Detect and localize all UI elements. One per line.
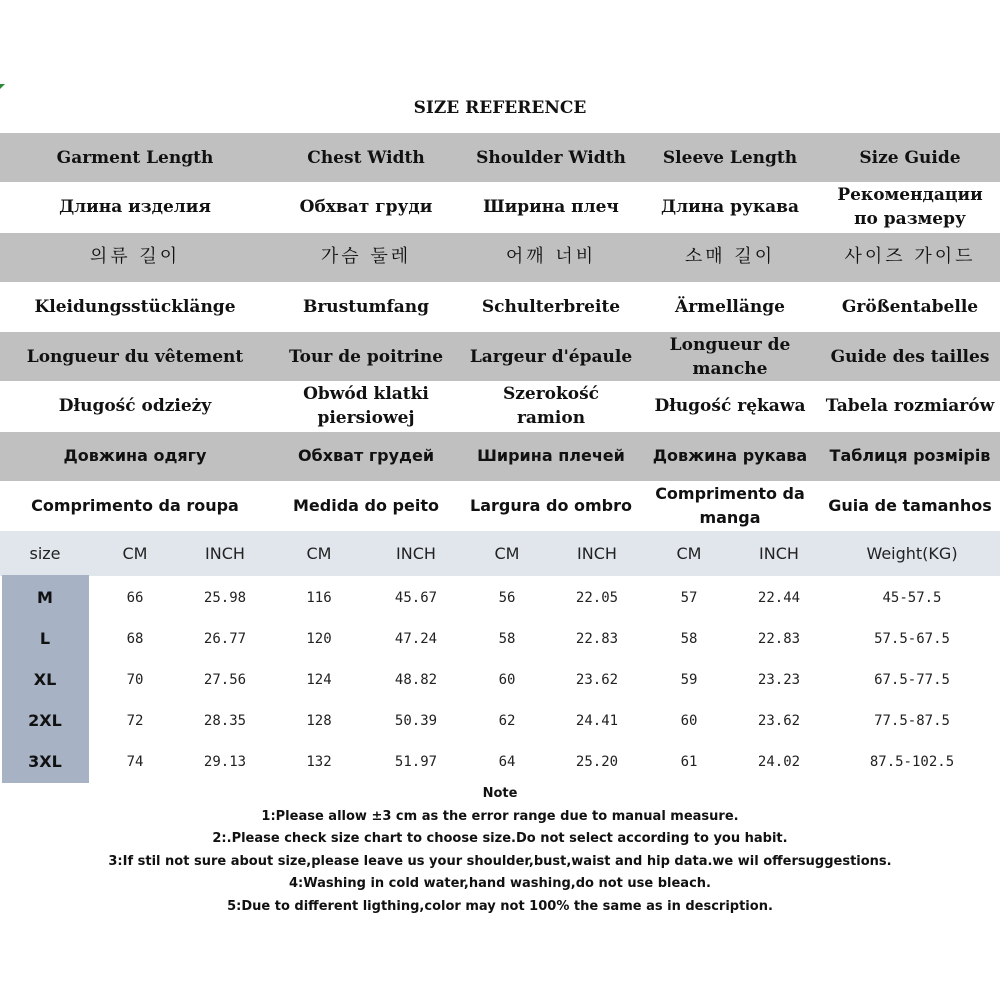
- table-cell: 22.05: [575, 589, 619, 606]
- table-header-cell: CM: [676, 544, 702, 563]
- table-cell: 22.83: [757, 630, 801, 647]
- table-row: [0, 741, 1000, 782]
- label-sleeve-length-fr: Longueur de manche: [669, 334, 791, 379]
- label-garment-length-de: Kleidungsstücklänge: [34, 296, 236, 317]
- label-sleeve-length-ru: Длина рукава: [661, 197, 799, 218]
- table-cell: 67.5-77.5: [874, 671, 950, 688]
- table-cell: 64: [498, 753, 516, 770]
- label-shoulder-width-pl: Szerokość ramion: [502, 384, 600, 429]
- label-chest-width-en: Chest Width: [307, 147, 425, 168]
- table-cell: 57: [680, 589, 698, 606]
- label-size-guide-pl: Tabela rozmiarów: [825, 396, 995, 417]
- label-row-pt: [0, 481, 1000, 530]
- note-line: 2:.Please check size chart to choose size.Do not select according to you habit.: [212, 831, 788, 846]
- table-cell: 22.44: [757, 589, 801, 606]
- label-garment-length-pt: Comprimento da roupa: [31, 495, 239, 515]
- label-garment-length-pl: Długość odzieży: [58, 396, 212, 417]
- label-chest-width-pt: Medida do peito: [293, 495, 439, 515]
- table-cell: 132: [306, 753, 332, 770]
- table-cell: 25.20: [575, 753, 619, 770]
- label-chest-width-fr: Tour de poitrine: [288, 346, 444, 367]
- table-cell: 60: [498, 671, 516, 688]
- table-cell: 24.02: [757, 753, 801, 770]
- table-cell: 62: [498, 712, 516, 729]
- label-row-ru: [0, 183, 1000, 232]
- label-row-ko: [0, 233, 1000, 282]
- label-shoulder-width-ko: 어깨 너비: [505, 246, 597, 267]
- label-shoulder-width-ru: Ширина плеч: [483, 197, 619, 218]
- table-cell: 28.35: [203, 712, 247, 729]
- label-shoulder-width-fr: Largeur d'épaule: [469, 346, 633, 367]
- label-shoulder-width-uk: Ширина плечей: [477, 446, 625, 465]
- label-chest-width-de: Brustumfang: [302, 296, 430, 317]
- table-cell: 124: [306, 671, 332, 688]
- table-row: [0, 659, 1000, 700]
- size-label: 2XL: [28, 711, 62, 730]
- label-garment-length-en: Garment Length: [56, 147, 214, 168]
- label-shoulder-width-de: Schulterbreite: [481, 296, 621, 317]
- table-cell: 26.77: [203, 630, 247, 647]
- table-cell: 74: [126, 753, 144, 770]
- table-cell: 58: [498, 630, 516, 647]
- label-row-pl: [0, 382, 1000, 431]
- table-cell: 45.67: [394, 589, 438, 606]
- table-cell: 29.13: [203, 753, 247, 770]
- size-label: XL: [33, 670, 57, 689]
- table-header-cell: CM: [306, 544, 332, 563]
- table-cell: 56: [498, 589, 516, 606]
- table-header-cell: size: [29, 544, 61, 563]
- label-chest-width-ko: 가슴 둘레: [320, 246, 412, 267]
- table-header-cell: INCH: [759, 544, 799, 563]
- label-sleeve-length-uk: Довжина рукава: [652, 446, 808, 465]
- table-cell: 48.82: [394, 671, 438, 688]
- table-cell: 77.5-87.5: [874, 712, 950, 729]
- table-cell: 47.24: [394, 630, 438, 647]
- table-cell: 116: [306, 589, 332, 606]
- note-line: 1:Please allow ±3 cm as the error range due to manual measure.: [261, 808, 739, 824]
- label-size-guide-ru: Рекомендации по размеру: [837, 185, 983, 230]
- label-size-guide-de: Größentabelle: [841, 296, 979, 317]
- label-size-guide-fr: Guide des tailles: [830, 346, 990, 367]
- size-label: M: [37, 588, 53, 607]
- table-cell: 61: [680, 753, 698, 770]
- note-line: 3:If stil not sure about size,please leave us your shoulder,bust,waist and hip data.we wil offersuggestions.: [108, 853, 892, 869]
- notes-section: [0, 783, 1000, 918]
- label-garment-length-ko: 의류 길이: [89, 246, 181, 267]
- label-chest-width-uk: Обхват грудей: [297, 446, 435, 465]
- table-cell: 58: [680, 630, 698, 647]
- table-cell: 51.97: [394, 753, 438, 770]
- label-chest-width-pl: Obwód klatki piersiowej: [303, 384, 429, 429]
- table-cell: 68: [126, 630, 144, 647]
- label-size-guide-uk: Таблиця розмірів: [829, 446, 991, 465]
- note-line: 4:Washing in cold water,hand washing,do not use bleach.: [289, 876, 711, 891]
- label-sleeve-length-en: Sleeve Length: [662, 147, 798, 168]
- label-size-guide-pt: Guia de tamanhos: [828, 495, 992, 515]
- label-sleeve-length-pt: Comprimento da manga: [655, 483, 805, 527]
- table-cell: 22.83: [575, 630, 619, 647]
- table-cell: 120: [306, 630, 332, 647]
- table-cell: 87.5-102.5: [869, 753, 955, 770]
- table-cell: 24.41: [575, 712, 619, 729]
- table-header-cell: INCH: [205, 544, 245, 563]
- table-cell: 45-57.5: [882, 589, 942, 606]
- table-header-cell: Weight(KG): [866, 544, 958, 563]
- label-sleeve-length-de: Ärmellänge: [675, 296, 785, 317]
- label-shoulder-width-pt: Largura do ombro: [470, 495, 632, 515]
- label-row-en: [0, 133, 1000, 182]
- label-sleeve-length-ko: 소매 길이: [684, 246, 776, 267]
- size-label: 3XL: [28, 752, 62, 771]
- table-cell: 128: [306, 712, 332, 729]
- table-cell: 23.62: [757, 712, 801, 729]
- chart-title: SIZE REFERENCE: [413, 98, 587, 118]
- table-row: [0, 577, 1000, 618]
- table-cell: 70: [126, 671, 144, 688]
- table-row: [0, 700, 1000, 741]
- label-garment-length-ru: Длина изделия: [59, 197, 211, 218]
- table-row: [0, 618, 1000, 659]
- label-garment-length-uk: Довжина одягу: [63, 446, 207, 465]
- label-row-de: [0, 282, 1000, 331]
- table-cell: 23.23: [757, 671, 801, 688]
- table-header-cell: CM: [122, 544, 148, 563]
- table-cell: 23.62: [575, 671, 619, 688]
- table-cell: 25.98: [203, 589, 247, 606]
- table-header-cell: INCH: [396, 544, 436, 563]
- table-cell: 57.5-67.5: [874, 630, 950, 647]
- table-cell: 50.39: [394, 712, 438, 729]
- notes-heading: Note: [482, 786, 518, 801]
- table-cell: 59: [680, 671, 698, 688]
- table-cell: 27.56: [203, 671, 247, 688]
- note-line: 5:Due to different ligthing,color may not 100% the same as in description.: [227, 898, 773, 914]
- label-row-fr: [0, 332, 1000, 381]
- label-size-guide-en: Size Guide: [859, 147, 961, 168]
- label-row-uk: [0, 432, 1000, 481]
- label-shoulder-width-en: Shoulder Width: [476, 147, 626, 168]
- size-label: L: [39, 629, 51, 648]
- label-sleeve-length-pl: Długość rękawa: [654, 396, 806, 417]
- table-header-row: [0, 531, 1000, 576]
- table-cell: 66: [126, 589, 144, 606]
- size-reference-chart: [0, 83, 1000, 915]
- table-header-cell: CM: [494, 544, 520, 563]
- table-cell: 72: [126, 712, 144, 729]
- label-chest-width-ru: Обхват груди: [299, 197, 433, 218]
- label-size-guide-ko: 사이즈 가이드: [844, 246, 976, 267]
- table-header-cell: INCH: [577, 544, 617, 563]
- table-cell: 60: [680, 712, 698, 729]
- label-garment-length-fr: Longueur du vêtement: [26, 346, 244, 367]
